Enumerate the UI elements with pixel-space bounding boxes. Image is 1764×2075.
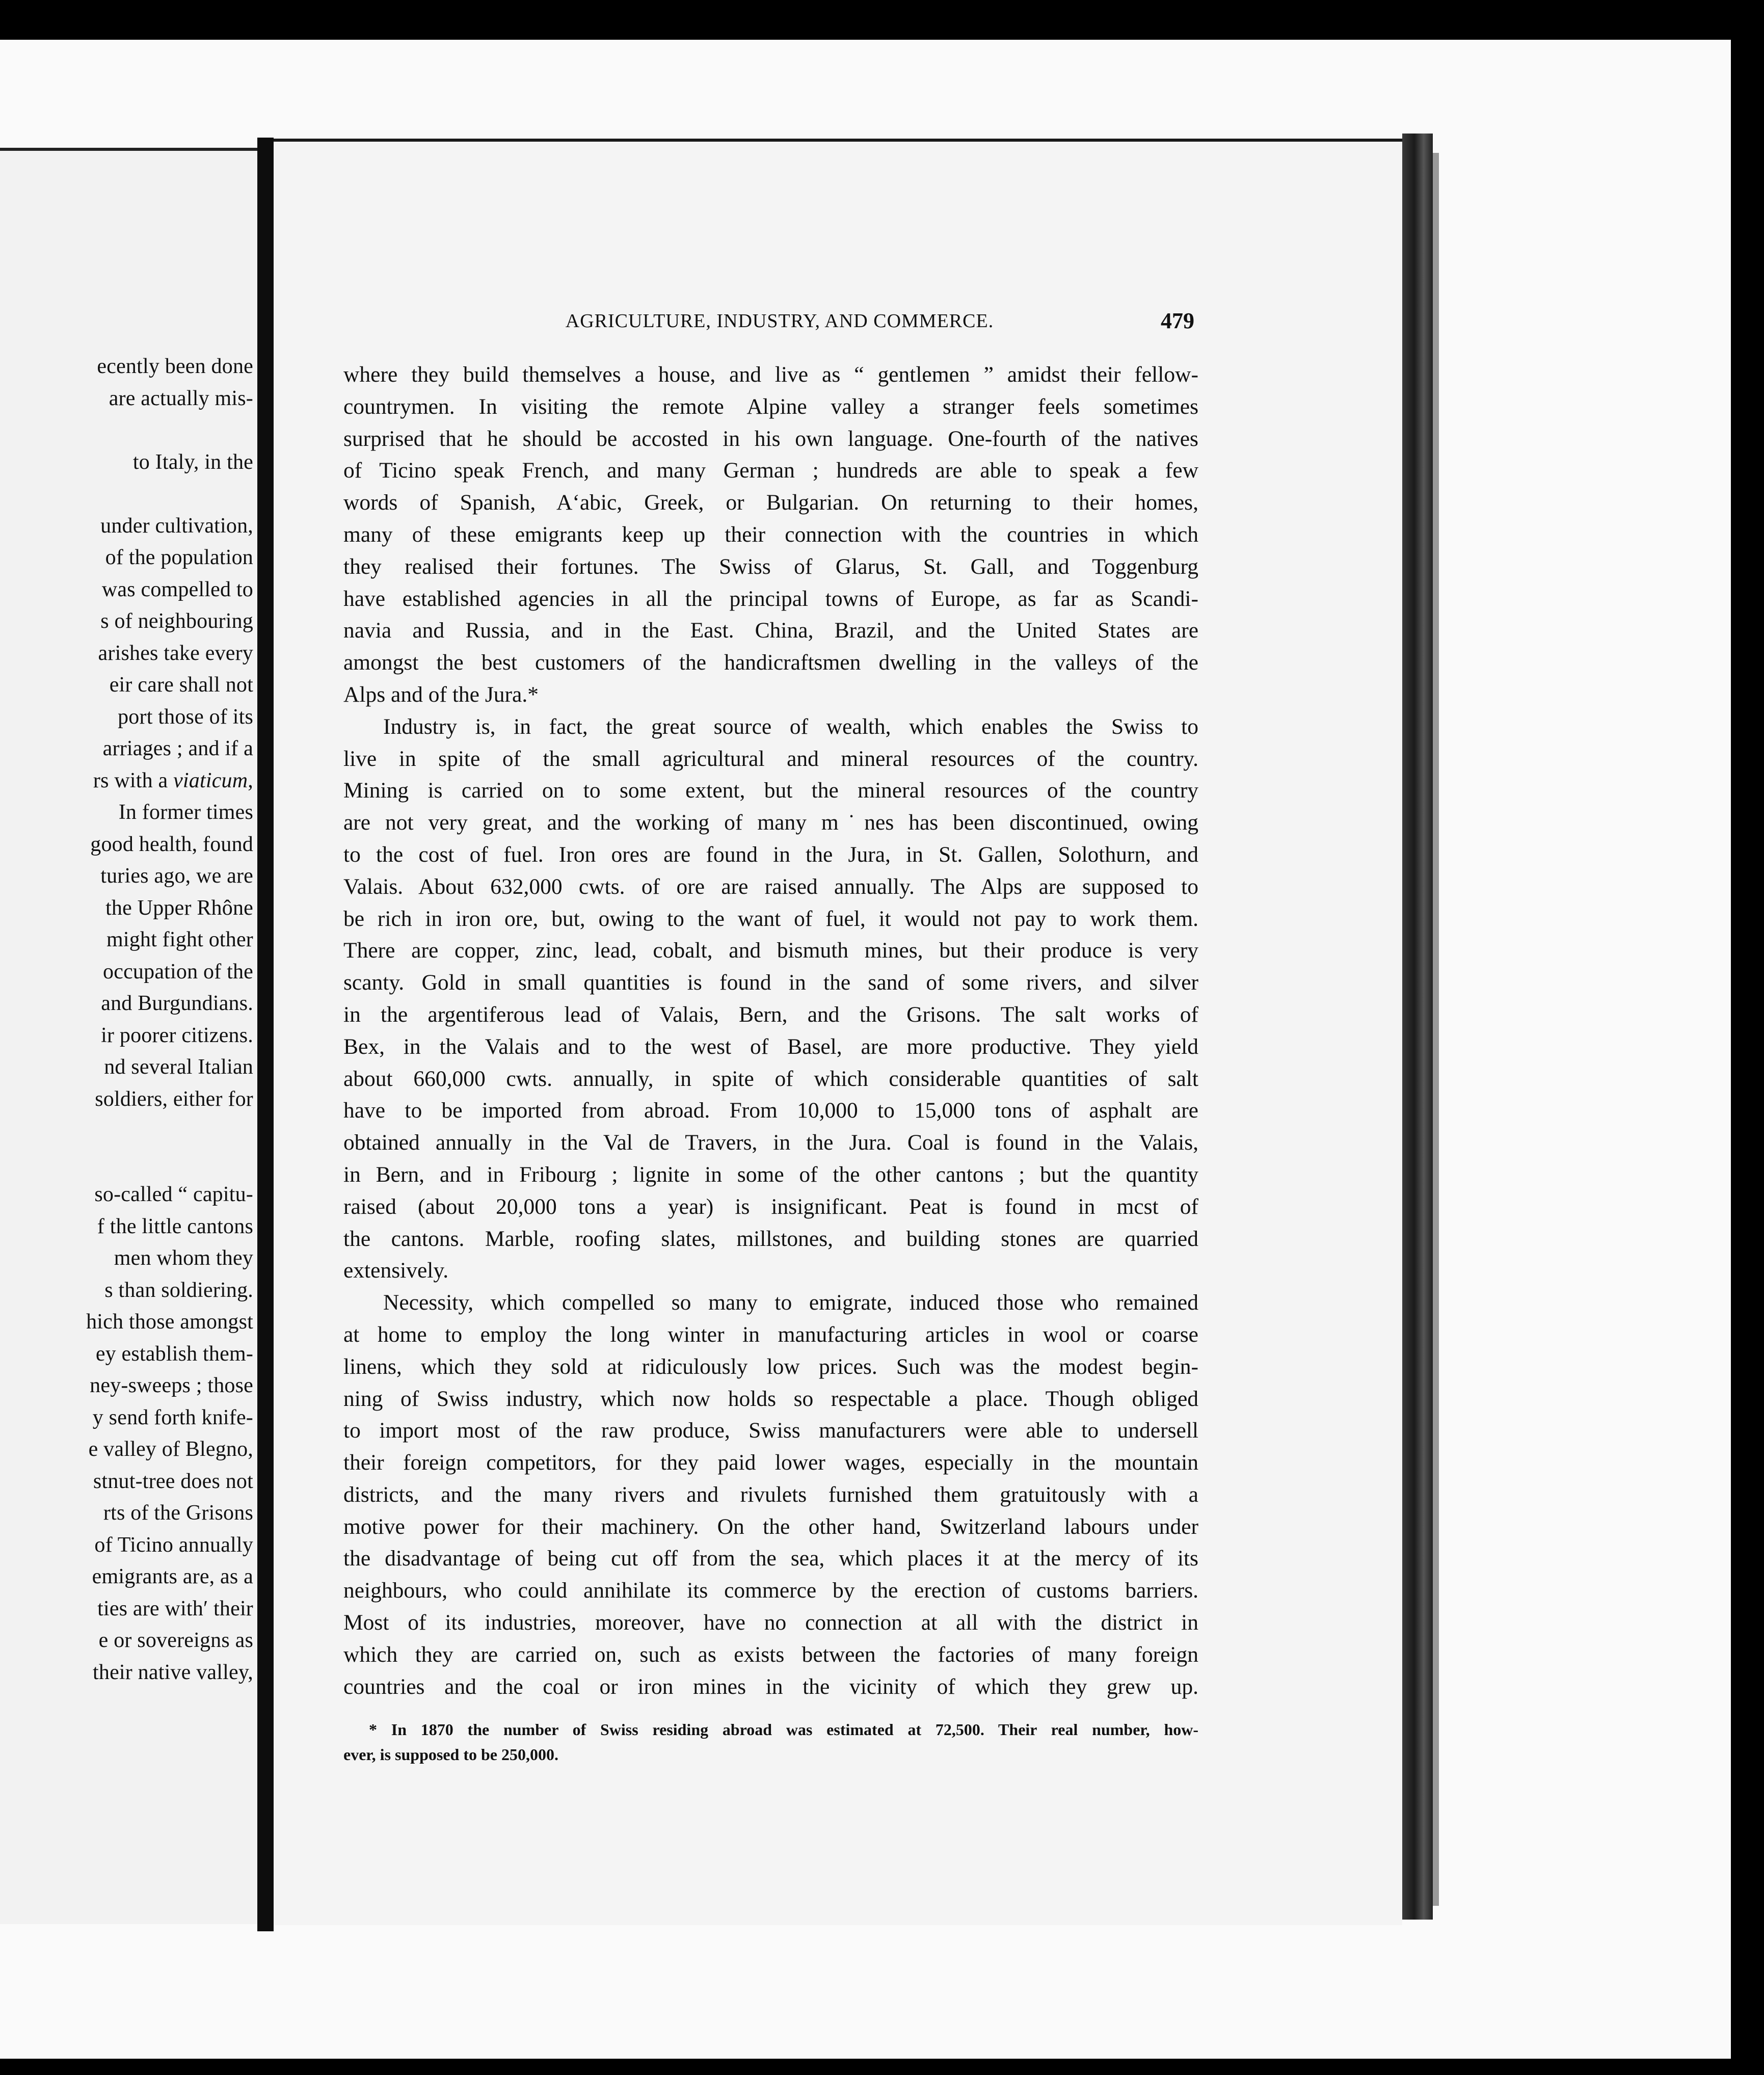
body-line: motive power for their machinery. On the other hand, Switzerland labours under [343, 1514, 1198, 1539]
body-line: extensively. [343, 1258, 449, 1283]
body-line: of Ticino speak French, and many German ; hundreds are able to speak a few [343, 458, 1198, 483]
left-page-line: e valley of Blegno, [88, 1438, 253, 1461]
body-line: Industry is, in fact, the great source of wealth, which enables the Swiss to [383, 714, 1198, 739]
body-line: countries and the coal or iron mines in the vicinity of which they grew up. [343, 1674, 1198, 1699]
book-gutter [257, 138, 274, 1931]
body-line: their foreign competitors, for they paid lower wages, especially in the mountain [343, 1450, 1198, 1475]
left-page-line: rs with a viaticum, [93, 768, 253, 792]
left-page-line: ecently been done [97, 355, 253, 378]
left-page-line: so-called “ capitu- [94, 1183, 253, 1206]
left-page-line: to Italy, in the [132, 450, 253, 474]
left-page-line: ties are withʹ their [97, 1597, 253, 1620]
body-line: districts, and the many rivers and rivulets furnished them gratuitously with a [343, 1482, 1198, 1507]
body-line: where they build themselves a house, and live as “ gentlemen ” amidst their fellow- [343, 362, 1198, 387]
body-text [343, 359, 1198, 1702]
left-page-line: are actually mis- [109, 386, 253, 410]
left-page-line: In former times [118, 801, 253, 824]
left-page-line: s than soldiering. [104, 1278, 253, 1302]
body-line: be rich in iron ore, but, owing to the want of fuel, it would not pay to work them. [343, 906, 1198, 931]
left-page-line [0, 1115, 253, 1147]
body-line: ning of Swiss industry, which now holds so respectable a place. Though obliged [343, 1386, 1198, 1411]
body-line: countrymen. In visiting the remote Alpine valley a stranger feels sometimes [343, 394, 1198, 419]
left-facing-page [0, 148, 257, 1924]
body-line: raised (about 20,000 tons a year) is insignificant. Peat is found in mcst of [343, 1194, 1198, 1219]
left-page-line: occupation of the [103, 960, 253, 983]
left-page-line: under cultivation, [100, 514, 253, 538]
left-page-line: might fight other [106, 928, 253, 951]
body-line: Most of its industries, moreover, have no connection at all with the district in [343, 1610, 1198, 1635]
left-page-line: f the little cantons [97, 1214, 253, 1238]
body-line: have established agencies in all the principal towns of Europe, as far as Scandi- [343, 586, 1198, 611]
page-edge-highlight [1433, 153, 1439, 1906]
left-page-line: ey establish them- [95, 1342, 253, 1366]
left-page-line: nd several Italian [104, 1055, 253, 1079]
left-page-line: was compelled to [101, 577, 253, 601]
left-page-text [0, 351, 253, 1688]
left-page-line: ney-sweeps ; those [90, 1374, 253, 1397]
left-page-line: their native valley, [93, 1660, 253, 1684]
body-line: live in spite of the small agricultural and mineral resources of the country. [343, 746, 1198, 771]
body-line: amongst the best customers of the handicraftsmen dwelling in the valleys of the [343, 650, 1198, 675]
body-line: which they are carried on, such as exists between the factories of many foreign [343, 1642, 1198, 1667]
left-page-line: of the population [105, 546, 253, 569]
body-line: There are copper, zinc, lead, cobalt, and bismuth mines, but their produce is very [343, 938, 1198, 963]
left-page-line: e or sovereigns as [98, 1629, 253, 1652]
left-page-line: good health, found [90, 832, 253, 856]
footnote-line: ever, is supposed to be 250,000. [343, 1745, 558, 1764]
body-line: neighbours, who could annihilate its commerce by the erection of customs barriers. [343, 1578, 1198, 1603]
body-line: in Bern, and in Fribourg ; lignite in some of the other cantons ; but the quantity [343, 1162, 1198, 1187]
body-line: about 660,000 cwts. annually, in spite of which considerable quantities of salt [343, 1066, 1198, 1091]
left-page-line: stnut-tree does not [93, 1469, 253, 1493]
body-line: surprised that he should be accosted in his own language. One-fourth of the natives [343, 426, 1198, 451]
body-line: the disadvantage of being cut off from the sea, which places it at the mercy of its [343, 1546, 1198, 1571]
body-line: linens, which they sold at ridiculously low prices. Such was the modest begin- [343, 1354, 1198, 1379]
left-page-line: eir care shall not [109, 673, 253, 697]
body-line: Valais. About 632,000 cwts. of ore are raised annually. The Alps are supposed to [343, 874, 1198, 899]
body-line: navia and Russia, and in the East. China, Brazil, and the United States are [343, 618, 1198, 643]
running-head: AGRICULTURE, INDUSTRY, AND COMMERCE. [565, 310, 994, 332]
left-page-line [0, 478, 253, 510]
body-line: at home to employ the long winter in manufacturing articles in wool or coarse [343, 1322, 1198, 1347]
body-line: are not very great, and the working of many m˙nes has been discontinued, owing [343, 810, 1198, 835]
body-line: in the argentiferous lead of Valais, Bern, and the Grisons. The salt works of [343, 1002, 1198, 1027]
page-edge-shadow [1402, 134, 1433, 1920]
left-page-line: arriages ; and if a [102, 737, 253, 760]
body-line: Bex, in the Valais and to the west of Basel, are more productive. They yield [343, 1034, 1198, 1059]
body-line: to import most of the raw produce, Swiss manufacturers were able to undersell [343, 1418, 1198, 1443]
footnote-line: * In 1870 the number of Swiss residing abroad was estimated at 72,500. Their real number, how- [369, 1720, 1198, 1739]
left-page-line: port those of its [118, 705, 253, 729]
left-page-line: the Upper Rhône [105, 896, 253, 920]
page-number: 479 [1161, 308, 1194, 333]
body-line: to the cost of fuel. Iron ores are found in the Jura, in St. Gallen, Solothurn, and [343, 842, 1198, 867]
footnote [343, 1717, 1198, 1767]
body-line: Mining is carried on to some extent, but the mineral resources of the country [343, 778, 1198, 803]
left-page-line: arishes take every [98, 641, 253, 665]
left-page-line: emigrants are, as a [92, 1565, 253, 1588]
body-line: Alps and of the Jura.* [343, 682, 539, 707]
left-page-line: hich those amongst [86, 1310, 253, 1334]
left-page-line: men whom they [114, 1246, 253, 1270]
left-page-line: and Burgundians. [101, 992, 253, 1015]
body-line: obtained annually in the Val de Travers, in the Jura. Coal is found in the Valais, [343, 1130, 1198, 1155]
left-page-line: ir poorer citizens. [101, 1023, 253, 1047]
body-line: they realised their fortunes. The Swiss of Glarus, St. Gall, and Toggenburg [343, 554, 1198, 579]
left-page-line: y send forth knife- [92, 1405, 253, 1429]
left-page-line [0, 1147, 253, 1179]
body-line: many of these emigrants keep up their connection with the countries in which [343, 522, 1198, 547]
body-line: Necessity, which compelled so many to emigrate, induced those who remained [383, 1290, 1198, 1315]
body-line: scanty. Gold in small quantities is found in the sand of some rivers, and silver [343, 970, 1198, 995]
left-page-line: of Ticino annually [94, 1533, 253, 1557]
left-page-line: rts of the Grisons [103, 1501, 253, 1525]
body-line: have to be imported from abroad. From 10,000 to 15,000 tons of asphalt are [343, 1098, 1198, 1123]
left-page-line: soldiers, either for [95, 1087, 253, 1111]
body-line: the cantons. Marble, roofing slates, millstones, and building stones are quarried [343, 1226, 1198, 1251]
left-page-line: turies ago, we are [100, 864, 253, 888]
body-line: words of Spanish, Aʻabic, Greek, or Bulgarian. On returning to their homes, [343, 490, 1198, 515]
left-page-line: s of neighbouring [100, 609, 253, 633]
left-page-line [0, 414, 253, 446]
